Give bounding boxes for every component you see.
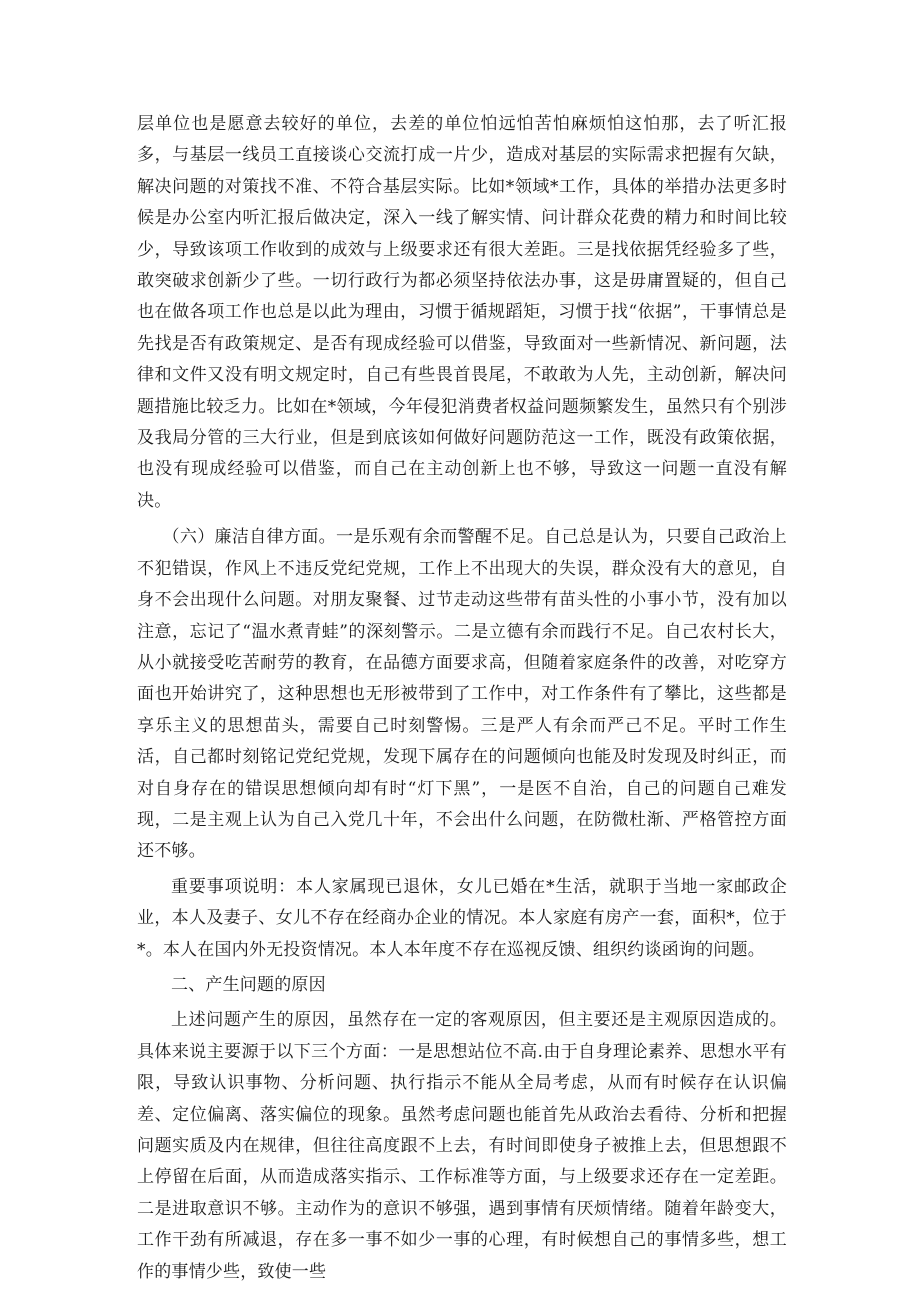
paragraph-causes: 上述问题产生的原因，虽然存在一定的客观原因，但主要还是主观原因造成的。具体来说主要源于以下三个方面：一是思想站位不高.由于自身理论素养、思想水平有限，导致认识事物、分析问题、执行指示不能从全局考虑，从而有时候存在认识偏差、定位偏离、落实偏位的现象。虽然考虑问题也能首先从政治去看待、分析和把握问题实质及内在规律，但往往高度跟不上去，有时间即使身子被推上去，但思想跟不上停留在后面，从而造成落实指示、工作标准等方面，与上级要求还存在一定差距。二是进取意识不够。主动作为的意识不够强，遇到事情有厌烦情绪。随着年龄变大，工作干劲有所减退，存在多一事不如少一事的心理，有时候想自己的事情多些，想工作的事情少些，致使一些 <box>137 1010 787 1282</box>
paragraph-section-six: （六）廉洁自律方面。一是乐观有余而警醒不足。自己总是认为，只要自己政治上不犯错误，作风上不违反党纪党规，工作上不出现大的失误，群众没有大的意见，自身不会出现什么问题。对朋友聚餐、过节走动这些带有苗头性的小事小节，没有加以注意，忘记了“温水煮青蛙”的深刻警示。二是立德有余而践行不足。自己农村长大，从小就接受吃苦耐劳的教育，在品德方面要求高，但随着家庭条件的改善，对吃穿方面也开始讲究了，这种思想也无形被带到了工作中，对工作条件有了攀比，这些都是享乐主义的思想苗头，需要自己时刻警惕。三是严人有余而严己不足。平时工作生活，自己都时刻铭记党纪党规，发现下属存在的问题倾向也能及时发现及时纠正，而对自身存在的错误思想倾向却有时“灯下黑”，一是医不自治，自己的问题自己难发现，二是主观上认为自己入党几十年，不会出什么问题，在防微杜渐、严格管控方面还不够。 <box>137 527 787 862</box>
paragraph-continuation: 层单位也是愿意去较好的单位，去差的单位怕远怕苦怕麻烦怕这怕那，去了听汇报多，与基层一线员工直接谈心交流打成一片少，造成对基层的实际需求把握有欠缺，解决问题的对策找不准、不符合基层实际。比如*领域*工作，具体的举措办法更多时候是办公室内听汇报后做决定，深入一线了解实情、问计群众花费的精力和时间比较少，导致该项工作收到的成效与上级要求还有很大差距。三是找依据凭经验多了些，敢突破求创新少了些。一切行政行为都必须坚持依法办事，这是毋庸置疑的，但自己也在做各项工作也总是以此为理由，习惯于循规蹈矩，习惯于找“依据”，干事情总是先找是否有政策规定、是否有现成经验可以借鉴，导致面对一些新情况、新问题，法律和文件又没有明文规定时，自己有些畏首畏尾，不敢敢为人先，主动创新，解决问题措施比较乏力。比如在*领域，今年侵犯消费者权益问题频繁发生，虽然只有个别涉及我局分管的三大行业，但是到底该如何做好问题防范这一工作，既没有政策依据，也没有现成经验可以借鉴，而自己在主动创新上也不够，导致这一问题一直没有解决。 <box>137 114 787 511</box>
section-heading-two: 二、产生问题的原因 <box>171 974 326 995</box>
document-page <box>137 109 787 1288</box>
paragraph-important-matters: 重要事项说明：本人家属现已退休，女儿已婚在*生活，就职于当地一家邮政企业，本人及妻子、女儿不存在经商办企业的情况。本人家庭有房产一套，面积*，位于*。本人在国内外无投资情况。本人本年度不存在巡视反馈、组织约谈函询的问题。 <box>137 876 787 960</box>
